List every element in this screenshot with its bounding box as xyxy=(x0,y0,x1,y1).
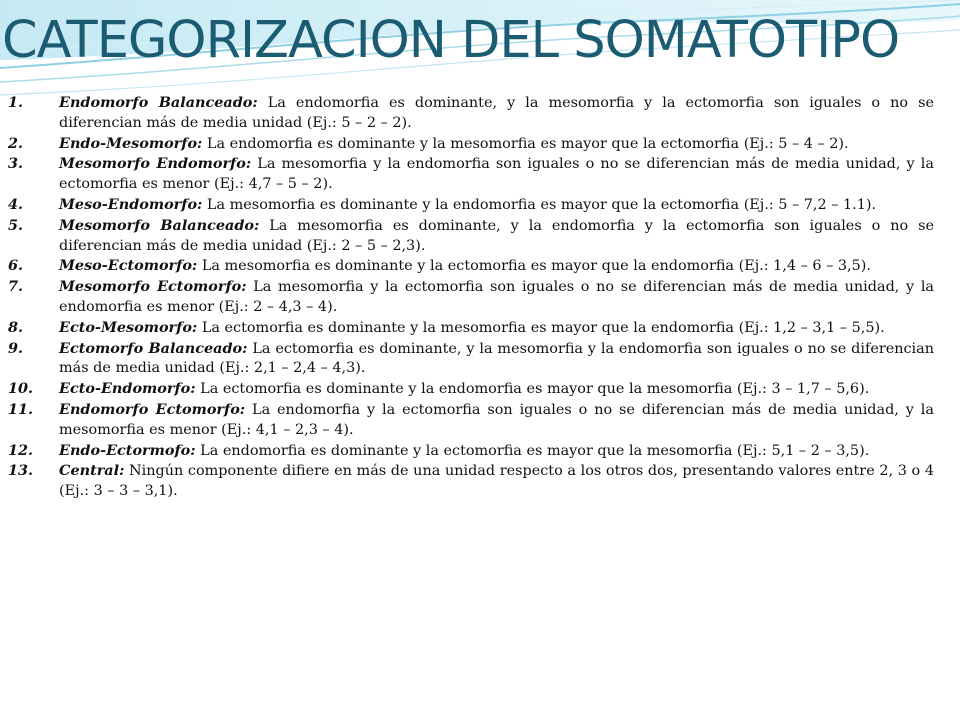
list-item xyxy=(8,195,934,216)
item-term: Ecto-Mesomorfo: xyxy=(59,318,198,336)
item-description: La endomorfia y la ectomorfia son iguales o no se diferencian más de media unidad, y la mesomorfia es menor (Ej.: 4,1 – 2,3 – 4). xyxy=(59,401,934,438)
list-item xyxy=(8,256,934,277)
item-term: Central: xyxy=(59,462,125,480)
list-item xyxy=(8,379,934,400)
list-item xyxy=(8,216,934,257)
item-term: Meso-Endomorfo: xyxy=(59,195,203,213)
item-number: 12. xyxy=(8,441,34,459)
list-item xyxy=(8,400,934,441)
item-term: Mesomorfo Endomorfo: xyxy=(59,155,252,173)
item-description: La mesomorfia es dominante y la ectomorfia es mayor que la endomorfia (Ej.: 1,4 – 6 – 3,5). xyxy=(197,258,871,275)
item-term: Mesomorfo Balanceado: xyxy=(59,216,260,234)
item-description: La ectomorfia es dominante y la mesomorfia es mayor que la endomorfia (Ej.: 1,2 – 3,1 – 5,5). xyxy=(197,319,885,336)
item-description: La mesomorfia y la endomorfia son iguales o no se diferencian más de media unidad, y la ectomorfia es menor (Ej.: 4,7 – 5 – 2). xyxy=(59,156,934,193)
item-description: La mesomorfia y la ectomorfia son iguales o no se diferencian más de media unidad, y la endomorfia es menor (Ej.: 2 – 4,3 – 4). xyxy=(59,279,934,315)
list-item xyxy=(8,134,934,155)
item-term: Endo-Ectormofo: xyxy=(59,441,196,459)
somatotype-category-list xyxy=(8,93,934,502)
item-number: 8. xyxy=(8,318,24,336)
item-number: 7. xyxy=(8,278,24,296)
item-number: 5. xyxy=(8,216,24,234)
item-number: 6. xyxy=(8,257,24,275)
item-term: Endo-Mesomorfo: xyxy=(59,134,203,152)
item-description: La ectomorfia es dominante, y la mesomorfia y la endomorfia son iguales o no se diferencian más de media unidad (Ej.: 2,1 – 2,4 – 4,3). xyxy=(59,340,935,377)
item-term: Ecto-Endomorfo: xyxy=(59,380,196,398)
item-number: 4. xyxy=(8,195,24,213)
item-description: Ningún componente difiere en más de una unidad respecto a los otros dos, presentando valores entre 2, 3 o 4 (Ej.: 3 – 3 – 3,1). xyxy=(59,463,934,500)
item-description: La ectomorfia es dominante y la endomorfia es mayor que la mesomorfia (Ej.: 3 – 1,7 – 5,6). xyxy=(195,381,870,398)
item-term: Endomorfo Balanceado: xyxy=(59,94,258,111)
item-description: La endomorfia es dominante y la mesomorfia es mayor que la ectomorfia (Ej.: 5 – 4 – 2). xyxy=(202,135,849,152)
item-number: 1. xyxy=(8,94,24,111)
item-term: Endomorfo Ectomorfo: xyxy=(59,400,246,418)
item-description: La endomorfia es dominante, y la mesomorfia y la ectomorfia son iguales o no se diferencian más de media unidad (Ej.: 5 – 2 – 2). xyxy=(59,95,934,131)
item-term: Ectomorfo Balanceado: xyxy=(59,339,248,357)
item-number: 13. xyxy=(8,462,34,480)
item-number: 11. xyxy=(8,400,34,418)
list-item xyxy=(8,277,934,318)
item-description: La mesomorfia es dominante, y la endomorfia y la ectomorfia son iguales o no se diferencian más de media unidad (Ej.: 2 – 5 – 2,3). xyxy=(59,217,934,254)
item-term: Mesomorfo Ectomorfo: xyxy=(59,278,247,296)
item-number: 10. xyxy=(8,380,34,398)
item-description: La mesomorfia es dominante y la endomorfia es mayor que la ectomorfia (Ej.: 5 – 7,2 – 1.1). xyxy=(202,196,877,213)
list-item xyxy=(8,441,934,462)
item-number: 9. xyxy=(8,339,24,357)
list-item xyxy=(8,339,934,380)
list-item xyxy=(8,461,934,502)
item-number: 2. xyxy=(8,134,24,152)
list-item xyxy=(8,93,934,134)
list-item xyxy=(8,318,934,339)
item-number: 3. xyxy=(8,155,24,173)
list-item xyxy=(8,154,934,195)
item-description: La endomorfia es dominante y la ectomorfia es mayor que la mesomorfia (Ej.: 5,1 – 2 – 3,5). xyxy=(195,442,870,459)
item-term: Meso-Ectomorfo: xyxy=(59,257,198,275)
page-title: CATEGORIZACION DEL SOMATOTIPO xyxy=(2,11,900,70)
